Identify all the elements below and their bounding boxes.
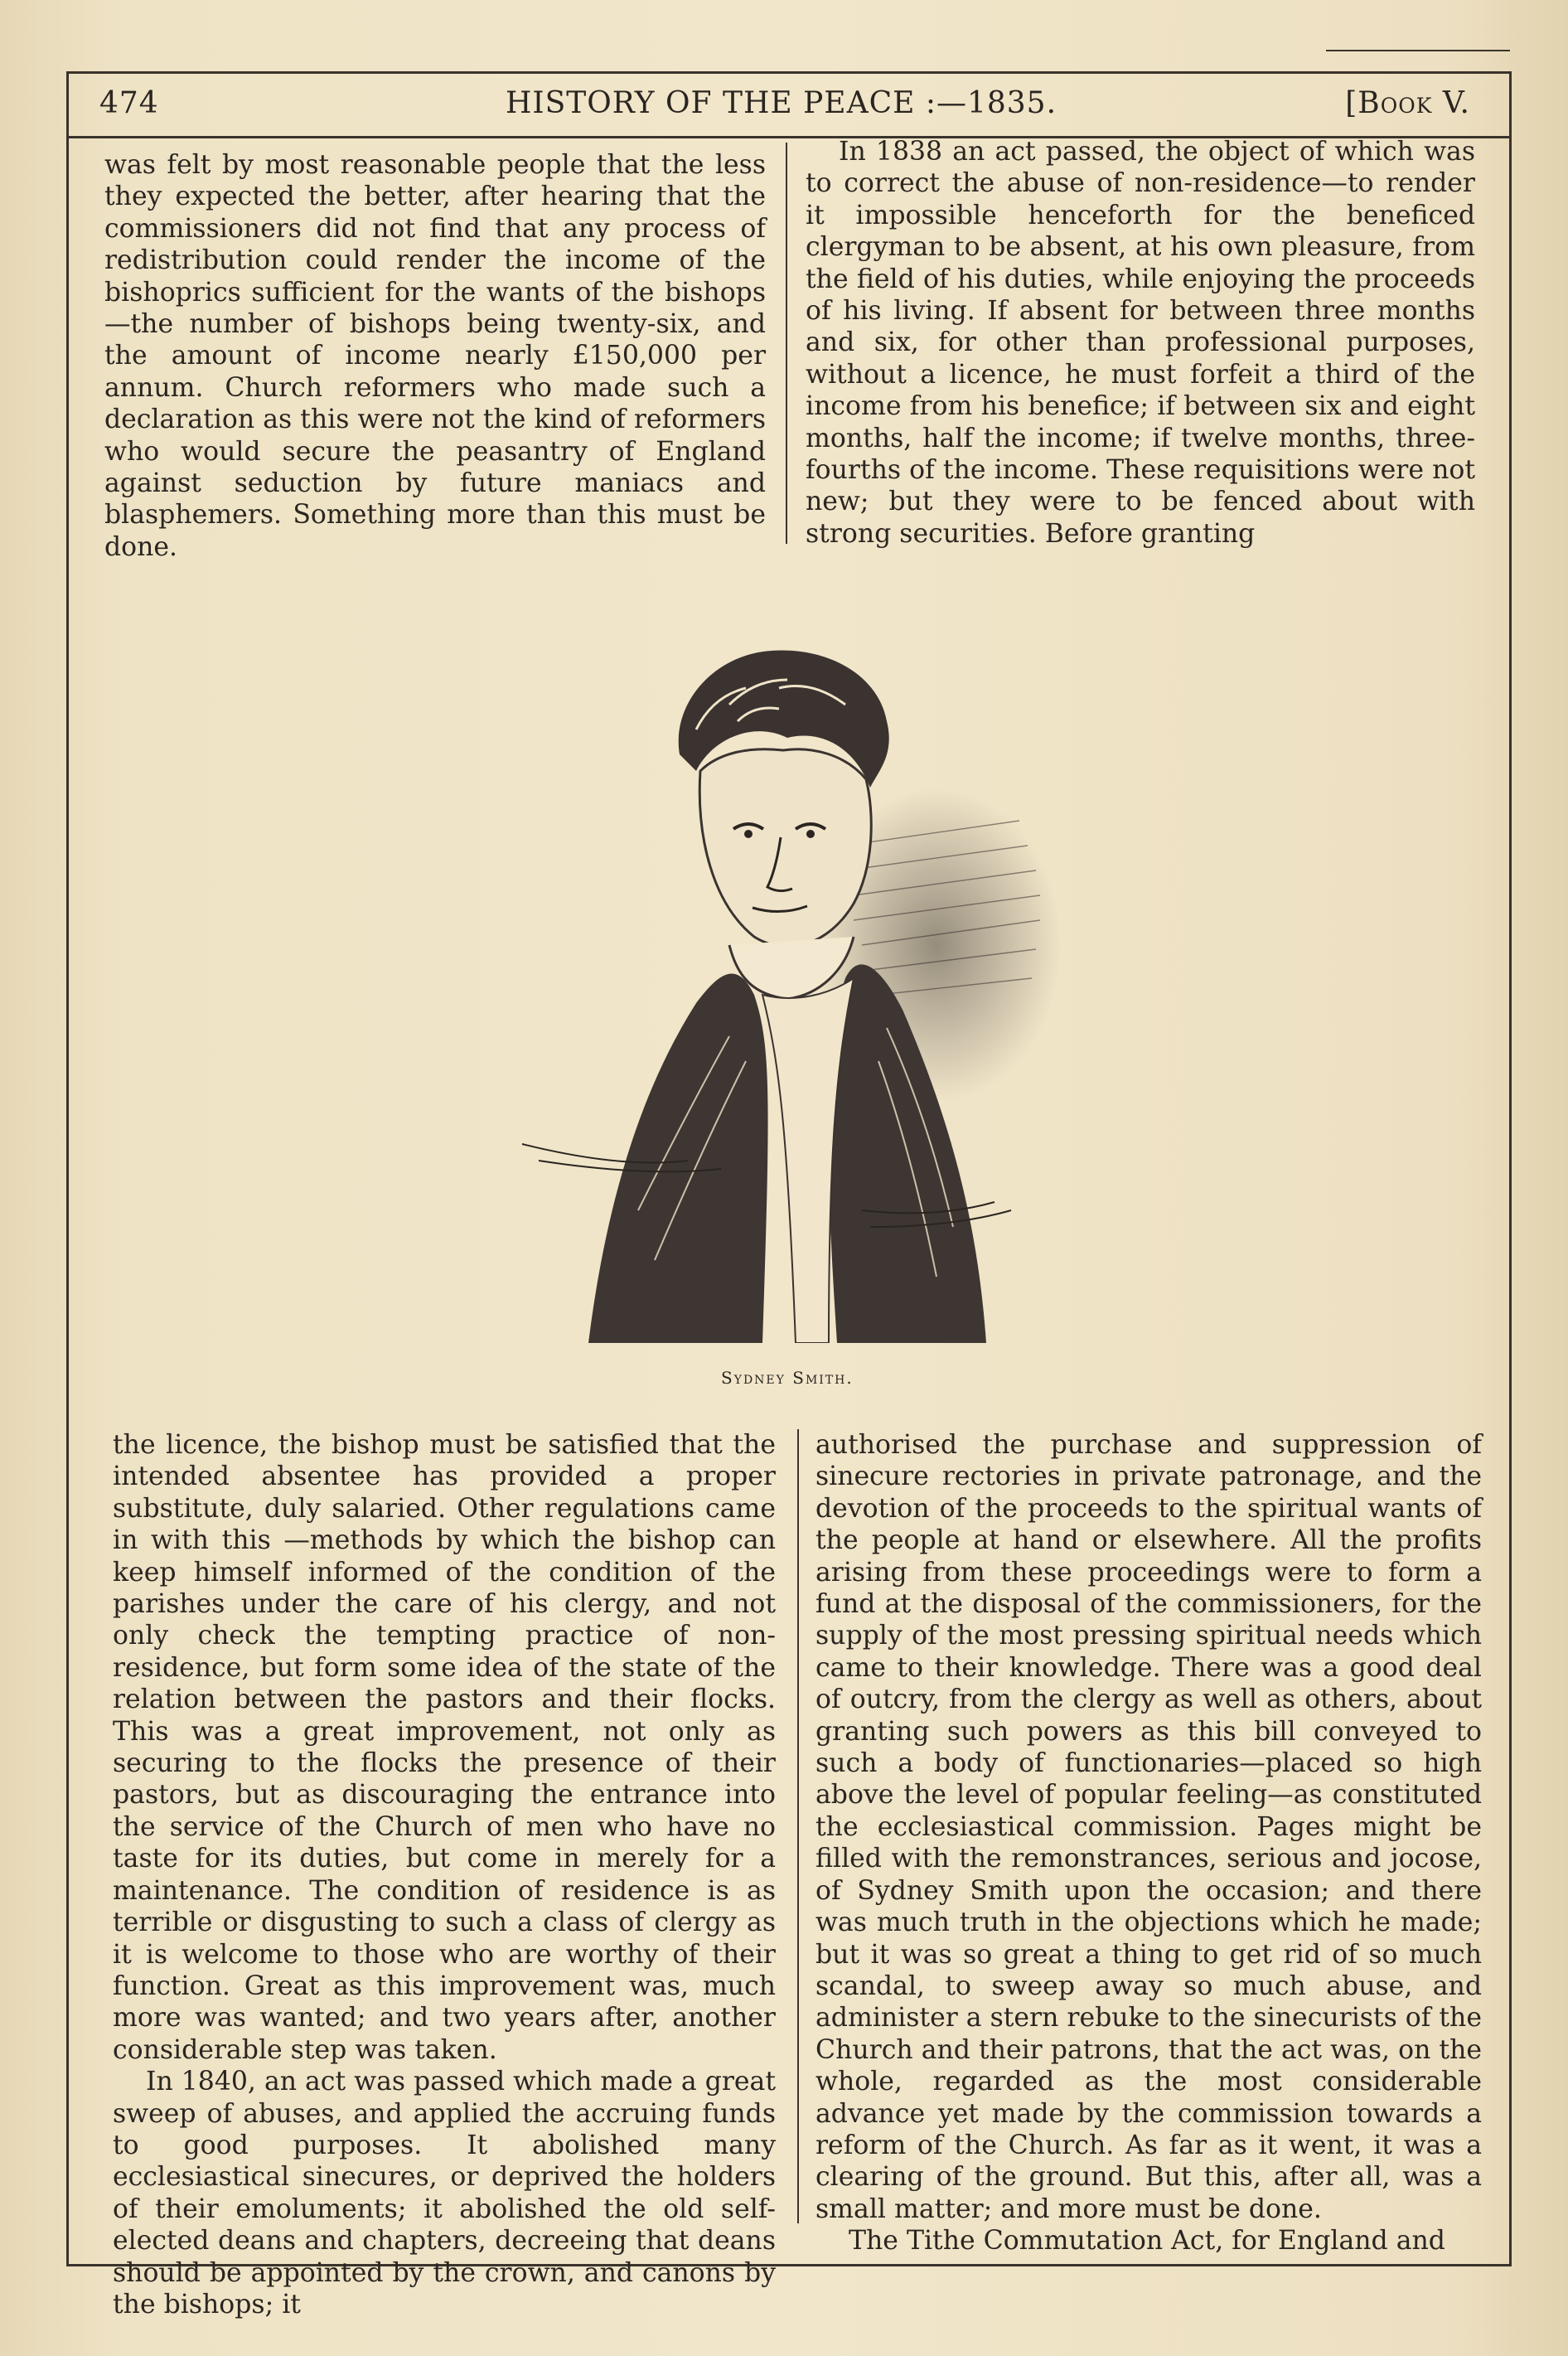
column-divider-lower xyxy=(797,1429,799,2223)
column-divider-upper xyxy=(786,143,787,544)
running-header xyxy=(66,75,1507,141)
paragraph: In 1840, an act was passed which made a great sweep of abuses, and applied the accruing funds to good purposes. It abolished many ecclesiastical sinecures, or deprived the holders of their emoluments; it abolished the old self-elected deans and chapters, decreeing that deans should be appointed by the crown, and canons by the bishops; it xyxy=(113,2067,776,2320)
book-label: [Book V. xyxy=(1345,86,1470,120)
paragraph: The Tithe Commutation Act, for England and xyxy=(849,2226,1445,2257)
upper-left-column xyxy=(104,149,766,563)
sydney-smith-portrait xyxy=(489,630,1086,1343)
paragraph: In 1838 an act passed, the object of which was to correct the abuse of non-residence—to render it impossible henceforth for the beneficed clergyman to be absent, at his own pleasure, from the field of his duties, while enjoying the proceeds of his living. If absent for between three months and six, for other than professional purposes, without a licence, he must forfeit a third of the income from his benefice; if between six and eight months, half the income; if twelve months, three-fourths of the income. These requisitions were not new; but they were to be fenced about with strong securities. Before granting xyxy=(806,137,1475,549)
portrait-caption: Sydney Smith. xyxy=(721,1368,854,1388)
upper-right-column xyxy=(806,136,1475,550)
top-edge-rule xyxy=(1326,50,1510,51)
paragraph: authorised the purchase and suppression of sinecure rectories in private patronage, and the devotion of the proceeds to the spiritual wants of the people at hand or elsewhere. All the profits arising from these proceedings were to form a fund at the disposal of the commissioners, for the supply of the most pressing spiritual needs which came to their knowledge. There was a good deal of outcry, from the clergy as well as others, about granting such powers as this bill conveyed to such a body of functionaries—placed so high above the level of popular feeling—as constituted the ecclesiastical commission. Pages might be filled with the remonstrances, serious and jocose, of Sydney Smith upon the occasion; and there was much truth in the objections which he made; but it was so great a thing to get rid of so much scandal, to sweep away so much abuse, and administer a stern rebuke to the sinecurists of the Church and their patrons, that the act was, on the whole, regarded as the most considerable advance yet made by the commission towards a reform of the Church. As far as it went, it was a clearing of the ground. But this, after all, was a small matter; and more must be done. xyxy=(815,1430,1482,2224)
page-number: 474 xyxy=(99,86,159,120)
running-title: HISTORY OF THE PEACE :—1835. xyxy=(506,86,1057,120)
lower-right-column xyxy=(815,1429,1482,2257)
paragraph: the licence, the bishop must be satisfied that the intended absentee has provided a proper substitute, duly salaried. Other regulations came in with this —methods by which the bishop can keep himself informed of the condition of the parishes under the care of his clergy, and not only check the tempting practice of non-residence, but form some idea of the state of the relation between the pastors and their flocks. This was a great improvement, not only as securing to the flocks the presence of their pastors, but as discouraging the entrance into the service of the Church of men who have no taste for its duties, but come in merely for a maintenance. The condition of residence is as terrible or disgusting to such a class of clergy as it is welcome to those who are worthy of their function. Great as this improvement was, much more was wanted; and two years after, another considerable step was taken. xyxy=(113,1430,776,2065)
lower-left-column xyxy=(113,1429,776,2320)
paragraph: was felt by most reasonable people that the less they expected the better, after hearing that the commissioners did not find that any process of redistribution could render the income of the bishoprics sufficient for the wants of the bishops—the number of bishops being twenty-six, and the amount of income nearly £150,000 per annum. Church reformers who made such a declaration as this were not the kind of reformers who would secure the peasantry of England against seduction by future maniacs and blasphemers. Something more than this must be done. xyxy=(104,150,766,562)
